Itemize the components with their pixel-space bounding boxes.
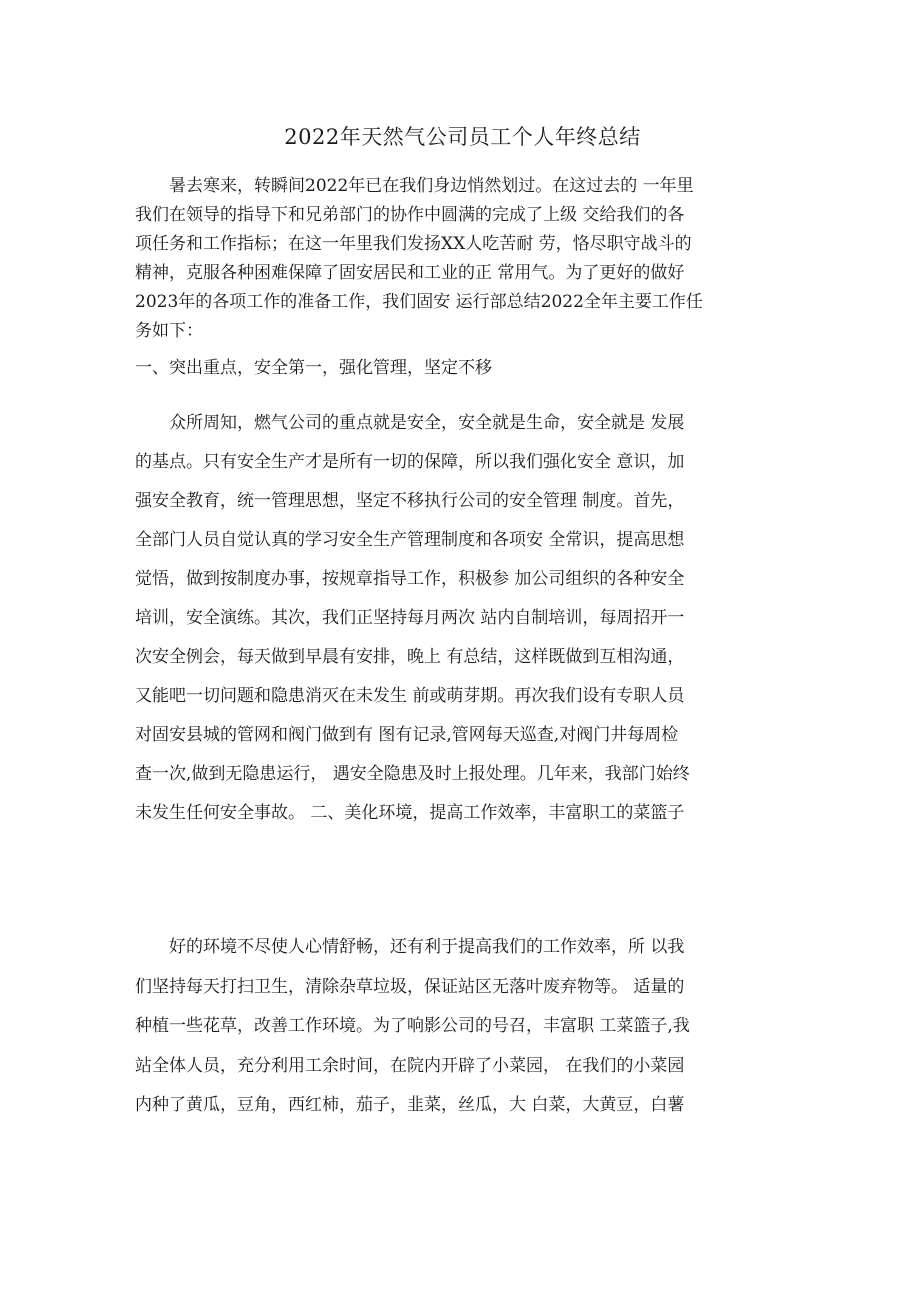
text-line: 种植一些花草，改善工作环境。为了响影公司的号召，丰富职 工菜篮子,我 <box>135 1016 690 1036</box>
text-line: 站全体人员，充分利用工余时间，在院内开辟了小菜园， 在我们的小菜园 <box>135 1055 685 1076</box>
text-line: 内种了黄瓜，豆角，西红柿，茄子，韭菜，丝瓜，大 白菜，大黄豆，白薯 <box>135 1095 685 1115</box>
text-line: 对固安县城的管网和阀门做到有 图有记录,管网每天巡查,对阀门井每周检 <box>135 725 679 745</box>
text-line: 次安全例会，每天做到早晨有安排，晚上 有总结，这样既做到互相沟通， <box>135 647 685 667</box>
text-line: 们坚持每天打扫卫生，清除杂草垃圾，保证站区无落叶废弃物等。 适量的 <box>135 976 685 997</box>
text-line: 2023年的各项工作的准备工作，我们固安 运行部总结2022全年主要工作任 <box>135 292 703 312</box>
text-line: 强安全教育，统一管理思想，坚定不移执行公司的安全管理 制度。首先， <box>135 491 685 511</box>
text-line: 精神，克服各种困难保障了固安居民和工业的正 常用气。为了更好的做好 <box>135 263 685 283</box>
text-line: 又能吧一切问题和隐患消灭在未发生 前或萌芽期。再次我们设有专职人员 <box>135 686 685 706</box>
text-line: 未发生任何安全事故。 二、美化环境，提高工作效率，丰富职工的菜篮子 <box>135 803 685 823</box>
text-line: 暑去寒来，转瞬间2022年已在我们身边悄然划过。在这过去的 一年里 <box>169 176 694 196</box>
document-title: 2022年天然气公司员工个人年终总结 <box>284 125 641 149</box>
section-heading: 一、突出重点，安全第一，强化管理，坚定不移 <box>135 358 492 378</box>
text-line: 觉悟，做到按制度办事，按规章指导工作，积极参 加公司组织的各种安全 <box>135 569 685 589</box>
text-line: 培训，安全演练。其次，我们正坚持每月两次 站内自制培训，每周招开一 <box>135 608 685 628</box>
document-page <box>135 0 790 1301</box>
text-line: 查一次,做到无隐患运行， 遇安全隐患及时上报处理。几年来，我部门始终 <box>135 764 690 784</box>
text-line: 好的环境不尽使人心情舒畅，还有利于提高我们的工作效率，所 以我 <box>169 937 685 957</box>
intro-paragraph <box>135 172 790 346</box>
text-line: 众所周知，燃气公司的重点就是安全，安全就是生命，安全就是 发展 <box>169 413 685 433</box>
section1-paragraph <box>135 404 790 833</box>
text-line: 项任务和工作指标；在这一年里我们发扬XX人吃苦耐 劳，恪尽职守战斗的 <box>135 234 692 254</box>
section2-paragraph <box>135 928 790 1126</box>
text-line: 的基点。只有安全生产才是所有一切的保障，所以我们强化安全 意识，加 <box>135 452 685 472</box>
text-line: 务如下： <box>135 321 203 341</box>
text-line: 我们在领导的指导下和兄弟部门的协作中圆满的完成了上级 交给我们的各 <box>135 205 685 225</box>
text-line: 全部门人员自觉认真的学习安全生产管理制度和各项安 全常识，提高思想 <box>135 530 685 550</box>
